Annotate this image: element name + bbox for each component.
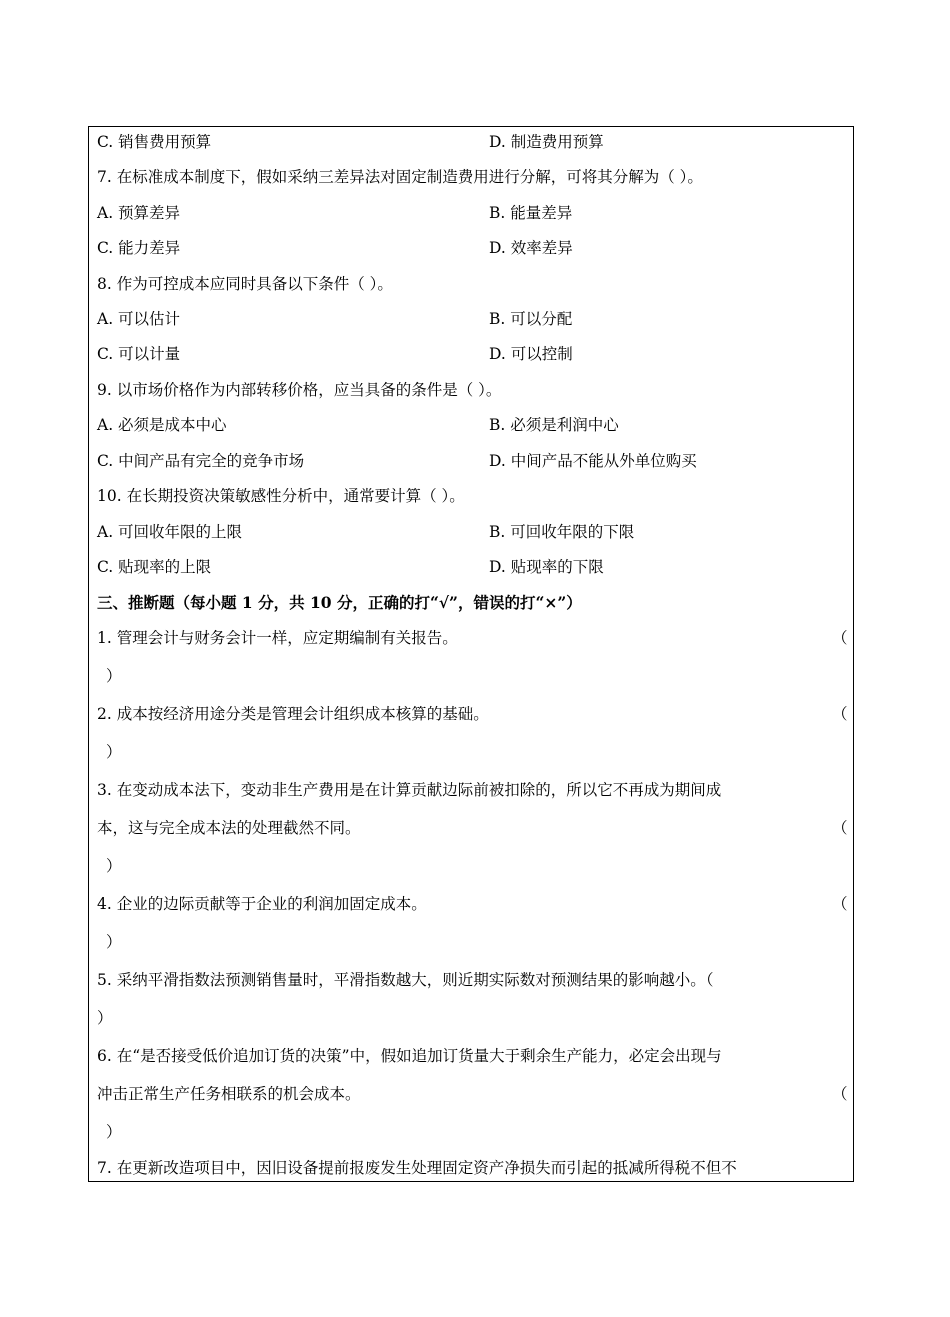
option-a: A. 必须是成本中心 <box>97 416 227 434</box>
section-title: 三、推断题（每小题 1 分，共 10 分，正确的打“√”，错误的打“×”） <box>97 593 582 612</box>
tf-question-1: 1. 管理会计与财务会计一样，应定期编制有关报告。 <box>97 629 458 647</box>
answer-paren-open: （ <box>832 1085 848 1103</box>
question-9: 9. 以市场价格作为内部转移价格，应当具备的条件是（ ）。 <box>97 381 502 399</box>
tf-question-4: 4. 企业的边际贡献等于企业的利润加固定成本。 <box>97 895 427 913</box>
answer-paren-close: ） <box>106 667 122 685</box>
option-a: A. 可回收年限的上限 <box>97 523 243 541</box>
option-a: A. 预算差异 <box>97 204 181 222</box>
tf-question-6-cont: 冲击正常生产任务相联系的机会成本。 <box>97 1085 361 1103</box>
option-b: B. 可回收年限的下限 <box>489 523 635 541</box>
answer-paren-open: （ <box>832 819 848 837</box>
option-d: D. 制造费用预算 <box>489 133 604 151</box>
answer-paren-close: ） <box>106 1123 122 1141</box>
option-c: C. 能力差异 <box>97 239 181 257</box>
tf-question-3: 3. 在变动成本法下，变动非生产费用是在计算贡献边际前被扣除的，所以它不再成为期间成 <box>97 781 722 799</box>
option-d: D. 贴现率的下限 <box>489 558 604 576</box>
option-b: B. 必须是利润中心 <box>489 416 619 434</box>
tf-question-3-cont: 本，这与完全成本法的处理截然不同。 <box>97 819 361 837</box>
answer-paren-open: （ <box>832 895 848 913</box>
option-c: C. 可以计量 <box>97 345 181 363</box>
option-d: D. 中间产品不能从外单位购买 <box>489 452 697 470</box>
answer-paren-close: ） <box>106 857 122 875</box>
option-c: C. 贴现率的上限 <box>97 558 212 576</box>
question-7: 7. 在标准成本制度下，假如采纳三差异法对固定制造费用进行分解，可将其分解为（ ）。 <box>97 168 703 186</box>
option-c: C. 销售费用预算 <box>97 133 212 151</box>
tf-question-5: 5. 采纳平滑指数法预测销售量时，平滑指数越大，则近期实际数对预测结果的影响越小。（ <box>97 971 714 989</box>
answer-paren-close: ） <box>106 933 122 951</box>
answer-paren-open: （ <box>832 629 848 647</box>
tf-question-2: 2. 成本按经济用途分类是管理会计组织成本核算的基础。 <box>97 705 489 723</box>
option-c: C. 中间产品有完全的竞争市场 <box>97 452 305 470</box>
option-d: D. 可以控制 <box>489 345 573 363</box>
answer-paren-close: ） <box>97 1009 113 1027</box>
question-10: 10. 在长期投资决策敏感性分析中，通常要计算（ ）。 <box>97 487 465 505</box>
option-b: B. 可以分配 <box>489 310 573 328</box>
answer-paren-open: （ <box>832 705 848 723</box>
answer-paren-close: ） <box>106 743 122 761</box>
option-a: A. 可以估计 <box>97 310 181 328</box>
tf-question-6: 6. 在“是否接受低价追加订货的决策”中，假如追加订货量大于剩余生产能力，必定会出现与 <box>97 1047 722 1065</box>
tf-question-7: 7. 在更新改造项目中，因旧设备提前报废发生处理固定资产净损失而引起的抵减所得税不但不 <box>97 1159 737 1177</box>
option-b: B. 能量差异 <box>489 204 573 222</box>
option-d: D. 效率差异 <box>489 239 573 257</box>
question-8: 8. 作为可控成本应同时具备以下条件（ ）。 <box>97 275 393 293</box>
